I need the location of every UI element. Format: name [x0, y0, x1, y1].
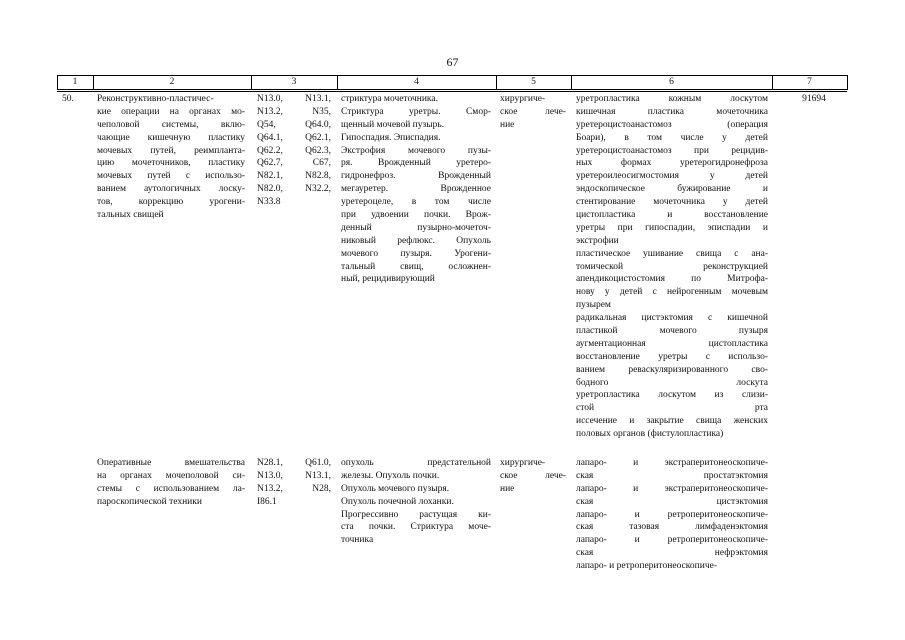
cell-text-line: Оперативные вмешательства: [97, 458, 245, 468]
cell-text-line: стентирование мочеточника у детей: [576, 197, 768, 208]
cell-text-line: N82.0, N32.2,: [257, 184, 331, 195]
cell-text-line: пластическое ушивание свища с ана-: [576, 248, 768, 259]
cell-text-line: ря. Врожденный уретеро-: [341, 158, 491, 169]
cell-text-line: ская тазовая лимфаденэктомия: [576, 522, 768, 533]
cell-text-line: уретероилеосигмостомия у детей: [576, 171, 768, 182]
cell-text-line: тальный свищ, осложнен-: [341, 261, 491, 272]
row-number: 50.: [62, 94, 74, 104]
cell-text-line: ванием аутологичных лоску-: [97, 184, 245, 195]
column-header-6: 6: [669, 77, 674, 87]
cell-text-line: стриктура мочеточника.: [341, 94, 438, 104]
cell-text-line: чающие кишечную пластику: [97, 132, 245, 143]
cell-text-line: уретероцеле, в том числе: [341, 197, 491, 208]
cell-text-line: Стриктура уретры. Смор-: [341, 106, 491, 117]
cell-text-line: стой рта: [576, 403, 768, 414]
cell-text-line: хирургиче-: [500, 94, 546, 104]
column-header-2: 2: [169, 77, 175, 87]
cell-text-line: ская простатэктомия: [576, 470, 768, 481]
cell-text-line: Q62.7, C67,: [257, 158, 331, 169]
cell-text-line: хирургиче-: [500, 458, 546, 468]
cell-text-line: щенный мочевой пузырь.: [341, 119, 445, 130]
cell-text-line: ская цистэктомия: [576, 496, 768, 507]
row2-treatment-kind: [500, 457, 566, 496]
cell-text-line: аугментационная цистопластика: [576, 338, 768, 349]
cell-text-line: кишечная пластика мочеточника: [576, 106, 768, 117]
cell-text-line: точника: [341, 535, 374, 546]
page-number: 67: [446, 55, 459, 69]
cell-text-line: иссечение и закрытие свища женских: [576, 416, 768, 427]
cell-text-line: лапаро- и ретроперитонеоскопиче-: [576, 509, 768, 520]
cell-text-line: никовый рефлюкс. Опухоль: [341, 235, 491, 246]
cell-text-line: N13.2, N35,: [257, 106, 331, 117]
cell-text-line: Q54, Q64.0,: [257, 119, 331, 130]
cell-text-line: при удвоении почки. Врож-: [341, 210, 491, 221]
cell-text-line: Реконструктивно-пластичес-: [97, 94, 214, 104]
cell-text-line: томической реконструкцией: [576, 261, 768, 272]
cell-text-line: N82.1, N82.8,: [257, 171, 331, 182]
row1-treatment-method: [576, 93, 768, 441]
row2-treatment-method: [576, 457, 768, 573]
cell-text-line: N13.0, N13.1,: [257, 94, 331, 104]
cell-text-line: цию мочеточников, пластику: [97, 158, 245, 169]
cell-text-line: денный пузырно-мочеточ-: [341, 222, 491, 233]
cell-text-line: пузырем: [576, 300, 611, 311]
row1-treatment-type: [97, 93, 245, 222]
cell-text-line: лапаро- и ретроперитонеоскопиче-: [576, 535, 768, 546]
cell-text-line: на органах мочеполовой си-: [97, 470, 245, 481]
cell-text-line: ста почки. Стриктура моче-: [341, 522, 491, 533]
cell-text-line: мочевых путей, реимпланта-: [97, 145, 245, 156]
cell-text-line: нову у детей с нейрогенным мочевым: [576, 287, 768, 298]
cell-text-line: ние: [500, 483, 515, 494]
cell-text-line: апендикоцистостомия по Митрофа-: [576, 274, 768, 285]
cell-text-line: I86.1: [257, 496, 277, 507]
cell-text-line: N28.1, Q61.0,: [257, 458, 331, 468]
cell-text-line: лапаро- и экстраперитонеоскопиче-: [576, 483, 768, 494]
cell-text-line: ское лече-: [500, 470, 566, 481]
header-double-border: [57, 91, 847, 92]
column-divider: [847, 75, 848, 90]
cell-text-line: лапаро- и экстраперитонеоскопиче-: [576, 458, 768, 468]
cell-text-line: мочевого пузыря. Урогени-: [341, 248, 491, 259]
row1-treatment-kind: [500, 93, 566, 132]
cell-text-line: ный, рецидивирующий: [341, 274, 435, 285]
row1-patient-model: [341, 93, 491, 286]
cell-text-line: экстрофии: [576, 235, 619, 246]
cell-text-line: уретропластика кожным лоскутом: [576, 94, 768, 104]
cell-text-line: мочевых путей с использо-: [97, 171, 245, 182]
cell-text-line: мегауретер. Врожденное: [341, 184, 491, 195]
cell-text-line: Опухоль почечной лоханки.: [341, 496, 454, 507]
row2-treatment-type: [97, 457, 245, 509]
column-header-3: 3: [291, 77, 297, 87]
row2-patient-model: [341, 457, 491, 547]
cell-text-line: ская нефрэктомия: [576, 548, 768, 559]
cell-text-line: ванием реваскуляризированного сво-: [576, 364, 768, 375]
cell-text-line: тов, коррекцию урогени-: [97, 197, 245, 208]
cell-text-line: ское лече-: [500, 106, 566, 117]
cell-text-line: Гипоспадия. Эписпадия.: [341, 132, 441, 143]
cell-text-line: уретропластика лоскутом из слизи-: [576, 390, 768, 401]
cell-text-line: уретероцистоанастомоз (операция: [576, 119, 768, 130]
header-bottom-border: [57, 89, 847, 90]
cell-text-line: ние: [500, 119, 515, 130]
column-header-5: 5: [531, 77, 536, 87]
column-header-4: 4: [414, 77, 419, 87]
cell-text-line: N13.0, N13.1,: [257, 470, 331, 481]
cell-text-line: радикальная цистэктомия с кишечной: [576, 313, 768, 324]
column-header-7: 7: [807, 77, 812, 87]
cell-text-line: чеполовой системы, вклю-: [97, 119, 245, 130]
cell-text-line: кие операции на органах мо-: [97, 106, 245, 117]
cell-text-line: ных формах уретерогидронефроза: [576, 158, 768, 169]
cell-text-line: восстановление уретры с использо-: [576, 351, 768, 362]
cell-text-line: Опухоль мочевого пузыря.: [341, 483, 450, 494]
cell-text-line: гидронефроз. Врожденный: [341, 171, 491, 182]
row1-icd-codes: [257, 93, 331, 209]
cell-text-line: опухоль предстательной: [341, 458, 491, 468]
cell-text-line: уретры при гипоспадии, эписпадии и: [576, 222, 768, 233]
cell-text-line: N33.8: [257, 197, 281, 208]
cell-text-line: пластикой мочевого пузыря: [576, 326, 768, 337]
cell-text-line: N13.2, N28,: [257, 483, 331, 494]
cell-text-line: пароскопической техники: [97, 496, 202, 507]
cell-text-line: эндоскопическое бужирование и: [576, 184, 768, 195]
cell-text-line: лапаро- и ретроперитонеоскопиче-: [576, 561, 717, 572]
cell-text-line: Боари), в том числе у детей: [576, 132, 768, 143]
cell-text-line: половых органов (фистулопластика): [576, 429, 724, 440]
column-header-1: 1: [72, 77, 78, 87]
cell-text-line: Q62.2, Q62.3,: [257, 145, 331, 156]
row-quota-value: 91694: [802, 94, 826, 104]
cell-text-line: бодного лоскута: [576, 377, 768, 388]
cell-text-line: цистопластика и восстановление: [576, 210, 768, 221]
cell-text-line: Q64.1, Q62.1,: [257, 132, 331, 143]
cell-text-line: тальных свищей: [97, 210, 164, 221]
cell-text-line: уретероцистоанастомоз при рецидив-: [576, 145, 768, 156]
cell-text-line: Прогрессивно растущая ки-: [341, 509, 491, 520]
cell-text-line: Экстрофия мочевого пузы-: [341, 145, 491, 156]
cell-text-line: стемы с использованием ла-: [97, 483, 245, 494]
row2-icd-codes: [257, 457, 331, 509]
cell-text-line: железы. Опухоль почки.: [341, 470, 440, 481]
